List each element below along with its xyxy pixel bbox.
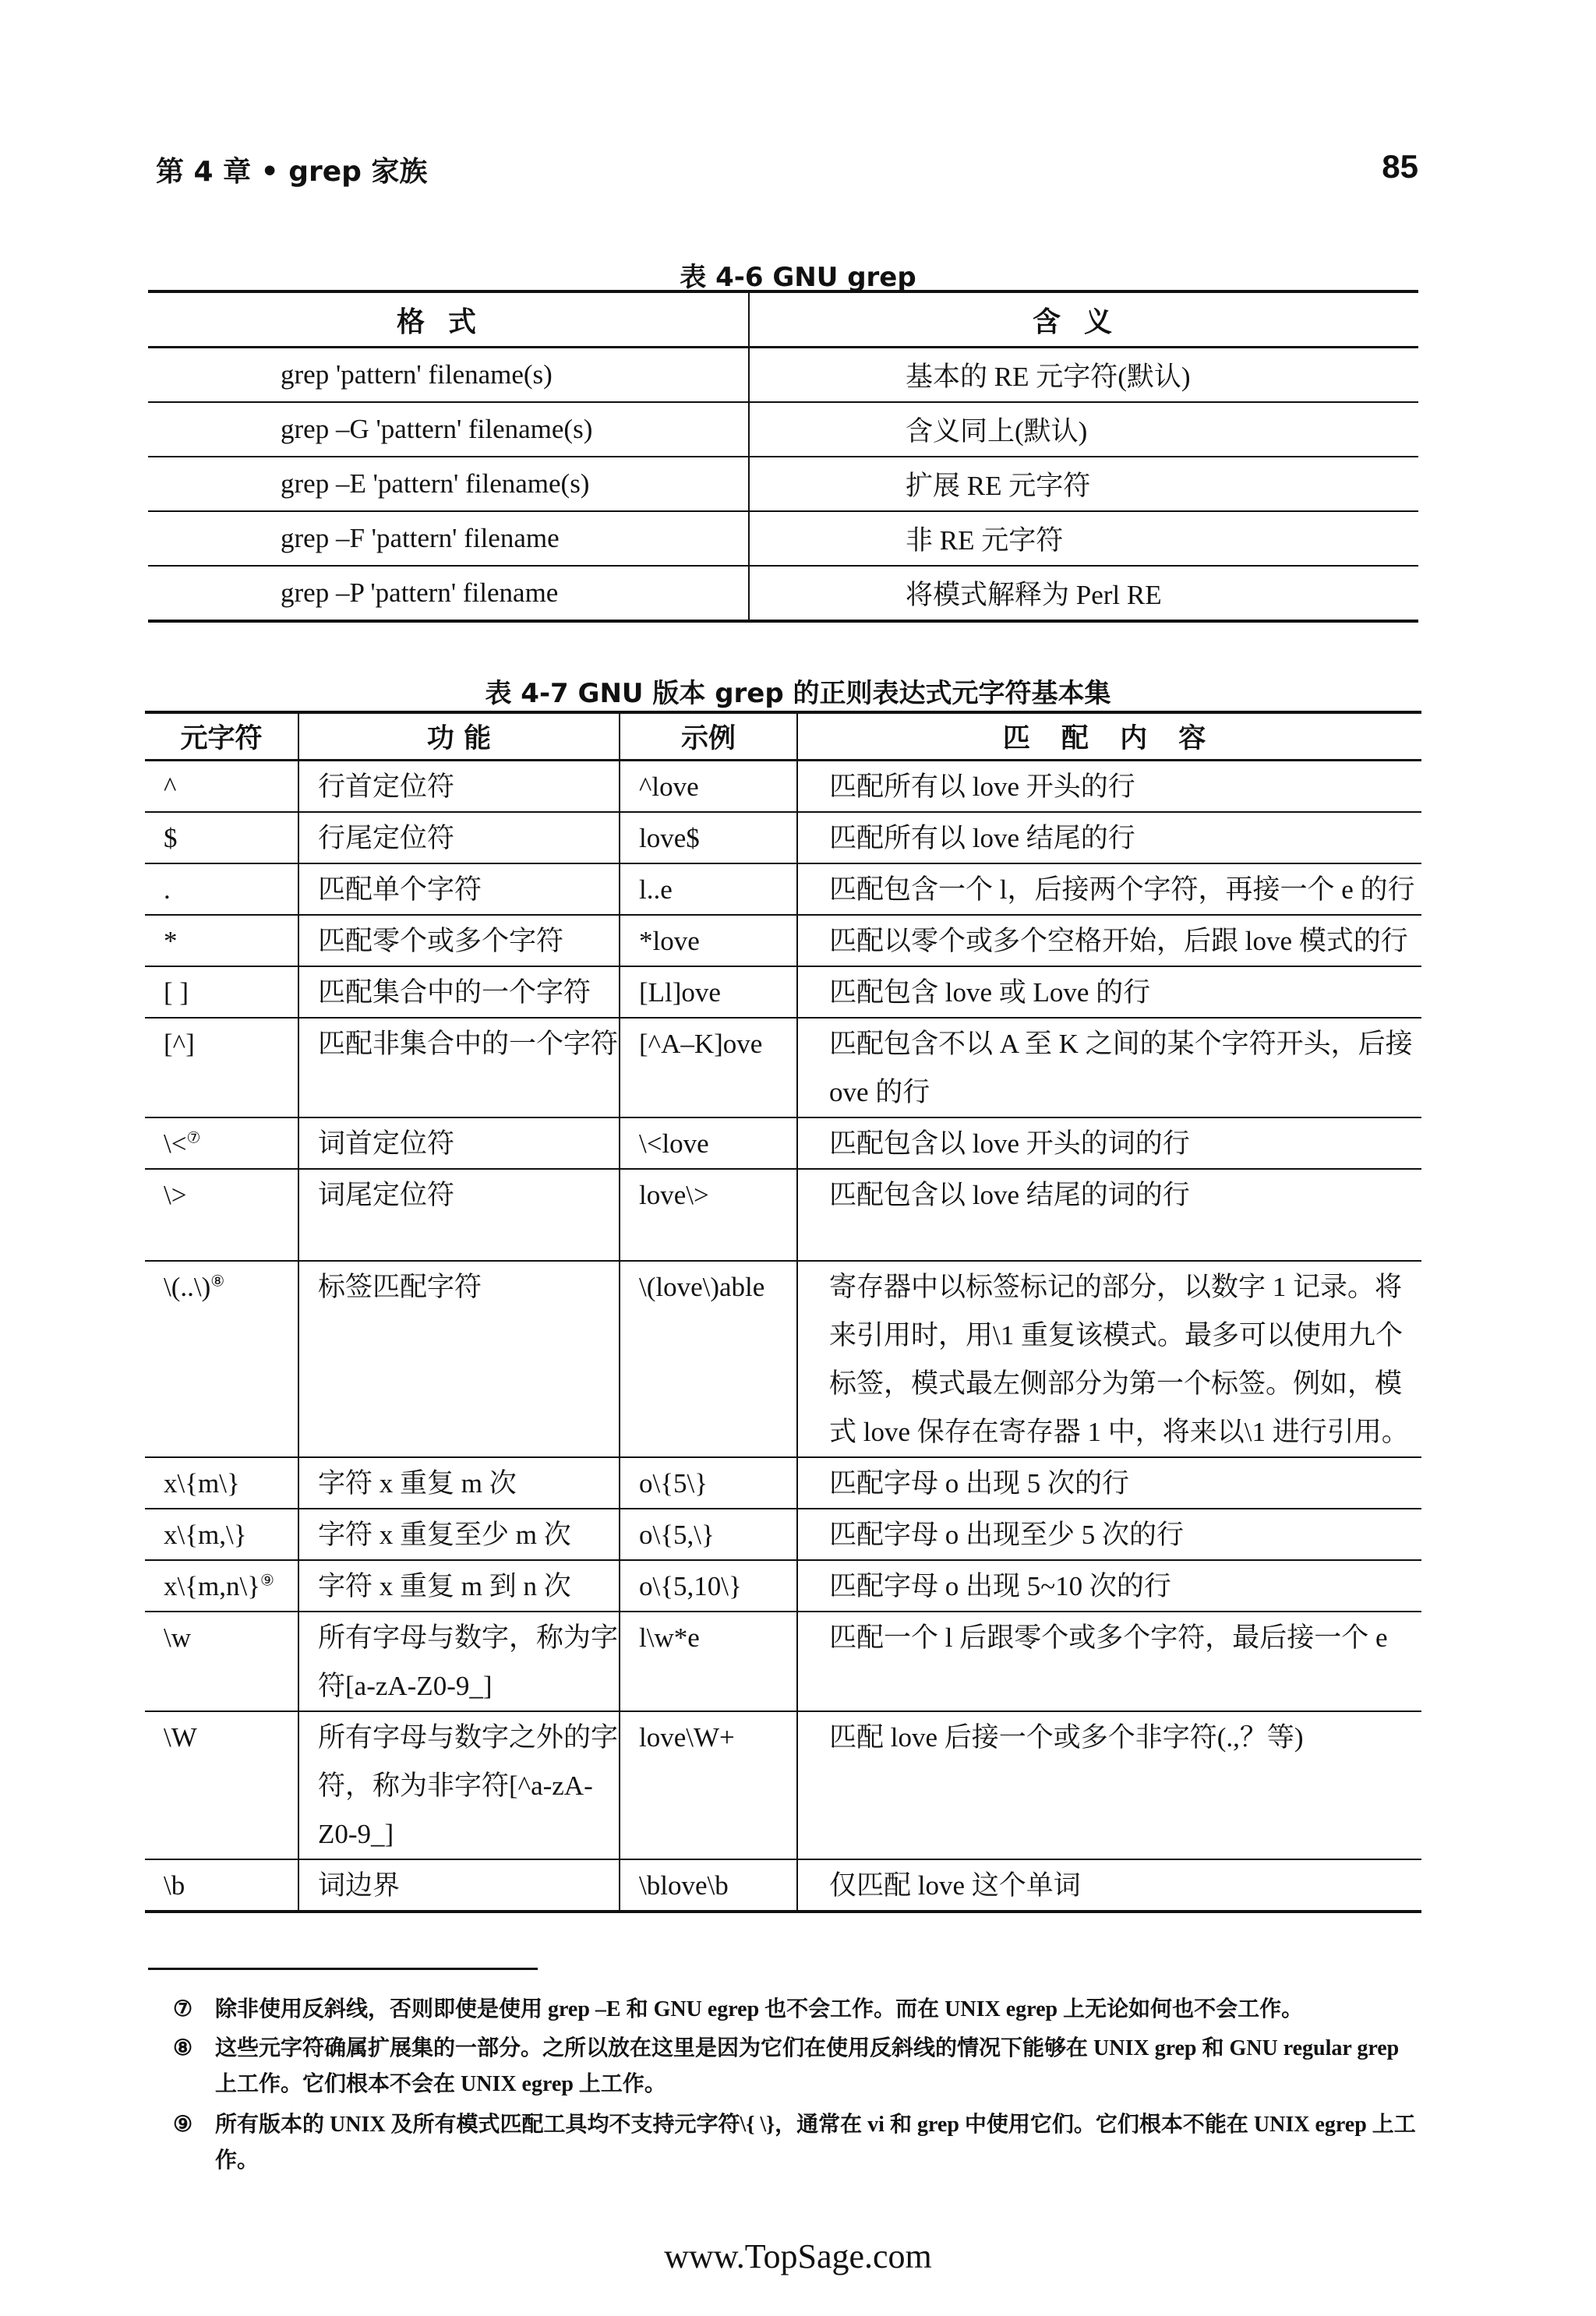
footer-website: www.TopSage.com — [664, 2237, 932, 2275]
footnote-ref-8: ⑧ — [210, 1273, 225, 1290]
match-cell: 匹配 love 后接一个或多个非字符(.,？等) — [797, 1711, 1421, 1859]
format-cell: grep 'pattern' filename(s) — [148, 348, 749, 403]
function-cell: 字符 x 重复 m 次 — [298, 1457, 620, 1509]
footnote-divider — [148, 1968, 538, 1970]
format-cell: grep –G 'pattern' filename(s) — [148, 402, 749, 457]
example-cell: o\{5\} — [620, 1457, 797, 1509]
match-cell: 仅匹配 love 这个单词 — [829, 1870, 1081, 1901]
table-row — [145, 1711, 1421, 1859]
footnote-8 — [173, 2031, 1423, 2102]
table-row — [145, 1169, 1421, 1261]
match-cell: 匹配包含不以 A 至 K 之间的某个字符开头，后接 ove 的行 — [797, 1018, 1421, 1117]
meaning-cell: 基本的 RE 元字符(默认) — [749, 348, 1418, 403]
header-format: 格式 — [148, 291, 749, 348]
metachar-text: \(..\) — [164, 1272, 211, 1302]
footnote-text: 除非使用反斜线，否则即使是使用 grep –E 和 GNU egrep 也不会工作。而在 UNIX egrep 上无论如何也不会工作。 — [215, 1997, 1304, 2021]
function-cell: 行尾定位符 — [298, 812, 620, 863]
header-meaning: 含义 — [749, 291, 1418, 348]
function-cell: 字符 x 重复至少 m 次 — [298, 1509, 620, 1560]
metachar-cell: [^] — [145, 1018, 298, 1117]
footnote-mark: ⑨ — [173, 2113, 193, 2137]
metachar-cell: \W — [145, 1711, 298, 1859]
table-row — [148, 457, 1418, 511]
example-cell: \blove\b — [620, 1859, 797, 1912]
gnu-grep-table — [148, 290, 1418, 623]
table-row — [145, 1261, 1421, 1457]
meaning-cell: 含义同上(默认) — [749, 402, 1418, 457]
format-cell: grep –P 'pattern' filename — [148, 566, 749, 621]
function-cell: 行首定位符 — [298, 761, 620, 813]
metachar-cell: \> — [145, 1169, 298, 1261]
example-cell: \<love — [620, 1117, 797, 1169]
table-row — [145, 1859, 1421, 1912]
example-cell: love\W+ — [620, 1711, 797, 1859]
table-header-row — [145, 712, 1421, 761]
table-row — [148, 511, 1418, 566]
match-cell: 匹配包含一个 l，后接两个字符，再接一个 e 的行 — [797, 863, 1421, 915]
function-cell: 词尾定位符 — [298, 1169, 620, 1261]
metachar-cell — [145, 1261, 298, 1457]
metachar-cell — [145, 1560, 298, 1612]
match-cell: 匹配字母 o 出现 5~10 次的行 — [797, 1560, 1421, 1612]
match-cell: 匹配包含 love 或 Love 的行 — [797, 966, 1421, 1018]
function-cell: 匹配集合中的一个字符 — [298, 966, 620, 1018]
metachar-cell: x\{m,\} — [145, 1509, 298, 1560]
footnote-7 — [173, 1992, 1423, 2028]
metachar-cell: . — [145, 863, 298, 915]
footnote-text: 所有版本的 UNIX 及所有模式匹配工具均不支持元字符\{ \}，通常在 vi 和 grep 中使用它们。它们根本不能在 UNIX egrep 上工作。 — [215, 2113, 1416, 2173]
match-cell: 匹配一个 l 后跟零个或多个字符，最后接一个 e — [797, 1612, 1421, 1711]
metachar-cell — [145, 1117, 298, 1169]
match-cell: 匹配所有以 love 结尾的行 — [797, 812, 1421, 863]
match-cell: 匹配所有以 love 开头的行 — [797, 761, 1421, 813]
footnote-text: 这些元字符确属扩展集的一部分。之所以放在这里是因为它们在使用反斜线的情况下能够在 UNIX grep 和 GNU regular grep 上工作。它们根本不会在 UNIX egrep 上工作。 — [215, 2036, 1400, 2096]
header-example: 示例 — [620, 712, 797, 761]
function-cell: 词首定位符 — [298, 1117, 620, 1169]
metachar-text: \< — [164, 1128, 187, 1159]
footnote-9 — [173, 2107, 1423, 2179]
table-row — [148, 348, 1418, 403]
example-cell: o\{5,10\} — [620, 1560, 797, 1612]
format-cell: grep –F 'pattern' filename — [148, 511, 749, 566]
table-row — [148, 402, 1418, 457]
table-row — [145, 761, 1421, 813]
table-row — [145, 966, 1421, 1018]
table-row — [145, 1117, 1421, 1169]
example-cell: l..e — [620, 863, 797, 915]
example-cell: [^A–K]ove — [620, 1018, 797, 1117]
function-cell: 字符 x 重复 m 到 n 次 — [298, 1560, 620, 1612]
table-row — [145, 1018, 1421, 1117]
example-cell: love$ — [620, 812, 797, 863]
match-cell: 匹配包含以 love 结尾的词的行 — [797, 1169, 1421, 1261]
example-cell: l\w*e — [620, 1612, 797, 1711]
function-cell: 标签匹配字符 — [298, 1261, 620, 1457]
format-cell: grep –E 'pattern' filename(s) — [148, 457, 749, 511]
footnote-ref-7: ⑦ — [186, 1129, 201, 1147]
match-cell: 寄存器中以标签标记的部分，以数字 1 记录。将来引用时，用\1 重复该模式。最多可以使用九个标签，模式最左侧部分为第一个标签。例如，模式 love 保存在寄存器 1 中，将来以\1 进行引用。 — [797, 1261, 1421, 1457]
match-cell: 匹配以零个或多个空格开始，后跟 love 模式的行 — [797, 915, 1421, 966]
metacharacter-table — [145, 711, 1421, 1913]
table-row — [145, 915, 1421, 966]
table-row — [145, 812, 1421, 863]
table-row — [145, 863, 1421, 915]
meaning-cell: 扩展 RE 元字符 — [749, 457, 1418, 511]
meaning-cell: 非 RE 元字符 — [749, 511, 1418, 566]
table-header-row — [148, 291, 1418, 348]
meaning-cell: 将模式解释为 Perl RE — [906, 580, 1162, 610]
example-cell: o\{5,\} — [620, 1509, 797, 1560]
table-row — [145, 1612, 1421, 1711]
footnote-ref-9: ⑨ — [260, 1572, 274, 1590]
function-cell: 匹配非集合中的一个字符 — [298, 1018, 620, 1117]
header-metachar: 元字符 — [145, 712, 298, 761]
metachar-cell: \w — [145, 1612, 298, 1711]
match-cell: 匹配包含以 love 开头的词的行 — [797, 1117, 1421, 1169]
example-cell: ^love — [620, 761, 797, 813]
table-row — [148, 566, 1418, 621]
function-cell: 匹配零个或多个字符 — [298, 915, 620, 966]
example-cell: \(love\)able — [620, 1261, 797, 1457]
example-cell: love\> — [620, 1169, 797, 1261]
table-caption-4-7: 表 4-7 GNU 版本 grep 的正则表达式元字符基本集 — [485, 678, 1111, 709]
footnote-mark: ⑧ — [173, 2036, 193, 2060]
example-cell: [Ll]ove — [620, 966, 797, 1018]
match-cell: 匹配字母 o 出现 5 次的行 — [797, 1457, 1421, 1509]
example-cell: *love — [620, 915, 797, 966]
function-cell: 词边界 — [298, 1859, 620, 1912]
header-function: 功 能 — [298, 712, 620, 761]
function-cell: 所有字母与数字之外的字符，称为非字符[^a-zA-Z0-9_] — [298, 1711, 620, 1859]
page-number: 85 — [1382, 148, 1418, 185]
function-cell: 匹配单个字符 — [298, 863, 620, 915]
match-cell: 匹配字母 o 出现至少 5 次的行 — [797, 1509, 1421, 1560]
table-row — [145, 1509, 1421, 1560]
metachar-text: x\{m,n\} — [164, 1571, 261, 1601]
metachar-cell: $ — [145, 812, 298, 863]
table-caption-4-6: 表 4-6 GNU grep — [680, 262, 916, 293]
chapter-header: 第 4 章 • grep 家族 — [156, 156, 428, 188]
metachar-cell: [ ] — [145, 966, 298, 1018]
metachar-cell: * — [145, 915, 298, 966]
table-row — [145, 1560, 1421, 1612]
metachar-cell: x\{m\} — [145, 1457, 298, 1509]
metachar-cell: \b — [145, 1859, 298, 1912]
table-row — [145, 1457, 1421, 1509]
footnote-mark: ⑦ — [173, 1997, 193, 2021]
header-matches: 匹 配 内 容 — [797, 712, 1421, 761]
function-cell: 所有字母与数字，称为字符[a-zA-Z0-9_] — [298, 1612, 620, 1711]
metachar-cell: ^ — [145, 761, 298, 813]
